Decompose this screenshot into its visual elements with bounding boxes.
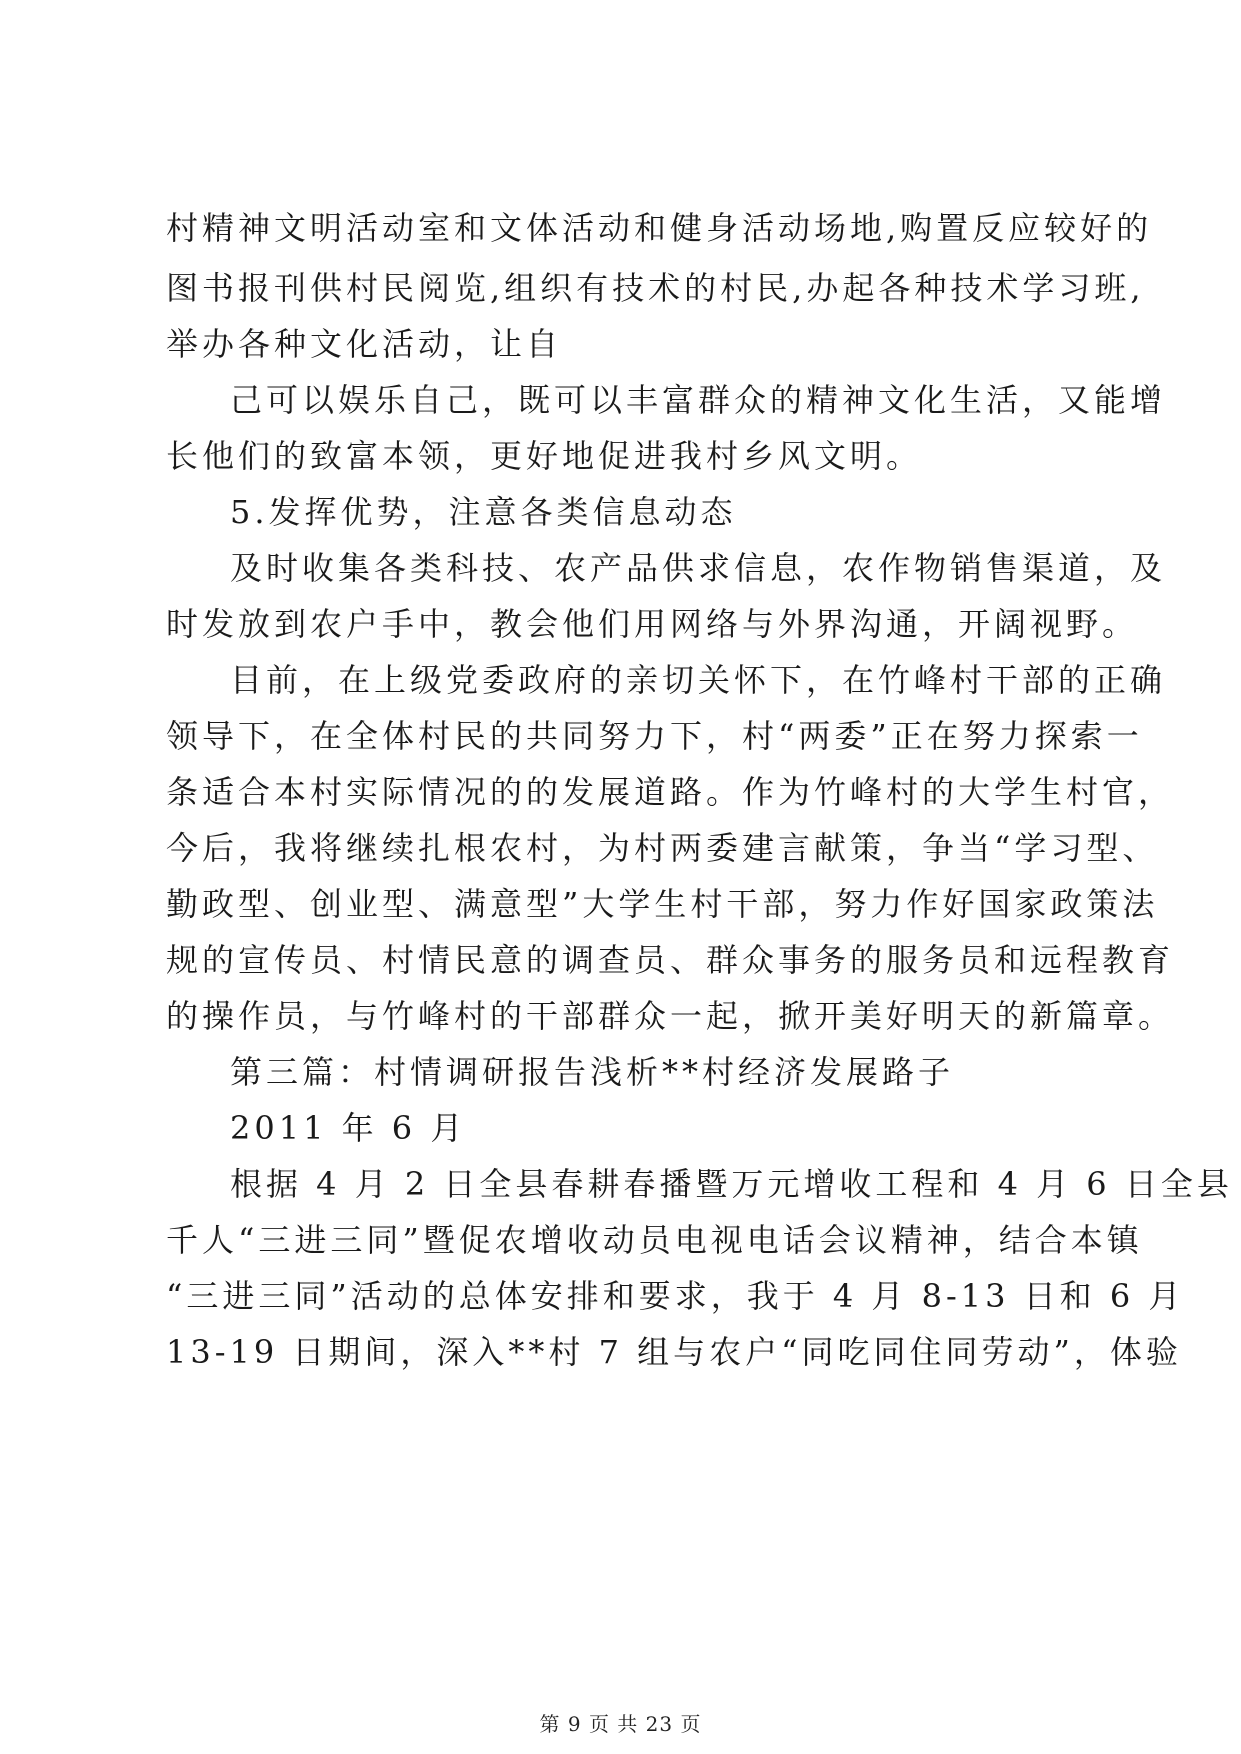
section-heading: 5.发挥优势，注意各类信息动态 — [230, 493, 737, 531]
paragraph-line: 目前，在上级党委政府的亲切关怀下，在竹峰村干部的正确 — [230, 661, 1167, 699]
text-line: 千人“三进三同”暨促农增收动员电视电话会议精神，结合本镇 — [166, 1221, 1143, 1259]
text-line: 领导下，在全体村民的共同努力下，村“两委”正在努力探索一 — [166, 717, 1143, 755]
text-line: 的操作员，与竹峰村的干部群众一起，掀开美好明天的新篇章。 — [166, 997, 1175, 1035]
paragraph-line: 及时收集各类科技、农产品供求信息，农作物销售渠道，及 — [230, 549, 1167, 587]
text-line: 图书报刊供村民阅览,组织有技术的村民,办起各种技术学习班, — [166, 269, 1145, 307]
text-line: 村精神文明活动室和文体活动和健身活动场地,购置反应较好的 — [166, 209, 1153, 247]
text-line: 今后，我将继续扎根农村，为村两委建言献策，争当“学习型、 — [166, 829, 1159, 867]
text-line: 13-19 日期间，深入**村 7 组与农户“同吃同住同劳动”，体验 — [166, 1333, 1182, 1371]
paragraph-line: 根据 4 月 2 日全县春耕春播暨万元增收工程和 4 月 6 日全县 — [230, 1165, 1233, 1203]
text-line: “三进三同”活动的总体安排和要求，我于 4 月 8-13 日和 6 月 — [166, 1277, 1185, 1315]
text-line: 勤政型、创业型、满意型”大学生村干部，努力作好国家政策法 — [166, 885, 1159, 923]
text-line: 条适合本村实际情况的的发展道路。作为竹峰村的大学生村官， — [166, 773, 1175, 811]
paragraph-line: 己可以娱乐自己，既可以丰富群众的精神文化生活，又能增 — [230, 381, 1167, 419]
text-line: 规的宣传员、村情民意的调查员、群众事务的服务员和远程教育 — [166, 941, 1175, 979]
text-line: 举办各种文化活动，让自 — [166, 325, 563, 363]
text-line: 长他们的致富本领，更好地促进我村乡风文明。 — [166, 437, 923, 475]
date-line: 2011 年 6 月 — [230, 1109, 467, 1147]
text-line: 时发放到农户手中，教会他们用网络与外界沟通，开阔视野。 — [166, 605, 1139, 643]
chapter-title: 第三篇：村情调研报告浅析**村经济发展路子 — [230, 1053, 955, 1091]
page-number-footer: 第 9 页 共 23 页 — [539, 1712, 702, 1736]
